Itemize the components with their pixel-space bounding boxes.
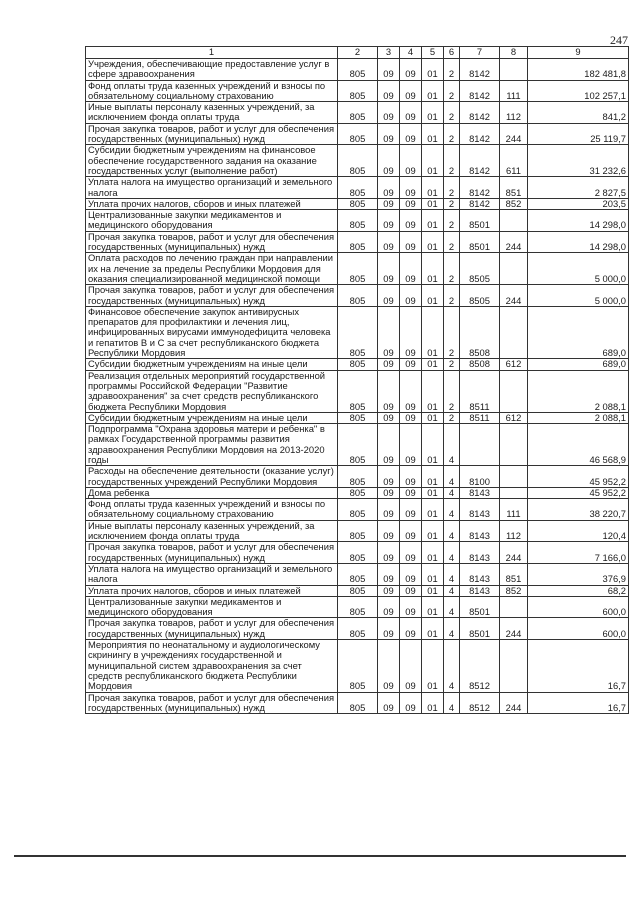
row-name: Оплата расходов по лечению граждан при направлении их на лечение за пределы Республики Мордовия для оказания специализированной медицинской помощи — [86, 253, 338, 285]
cell-code — [460, 424, 500, 466]
cell-code: 09 — [400, 618, 422, 640]
cell-code — [500, 370, 528, 412]
cell-amount: 38 220,7 — [528, 499, 629, 521]
cell-code: 805 — [338, 285, 378, 307]
row-name: Прочая закупка товаров, работ и услуг для обеспечения государственных (муниципальных) нужд — [86, 285, 338, 307]
cell-code: 805 — [338, 487, 378, 498]
cell-code: 244 — [500, 542, 528, 564]
cell-amount: 841,2 — [528, 102, 629, 124]
cell-code: 805 — [338, 123, 378, 145]
cell-code: 852 — [500, 198, 528, 209]
table-row — [86, 102, 629, 124]
cell-code: 09 — [378, 285, 400, 307]
cell-amount: 16,7 — [528, 692, 629, 714]
cell-code: 852 — [500, 585, 528, 596]
table-row — [86, 412, 629, 423]
cell-amount: 5 000,0 — [528, 285, 629, 307]
cell-amount: 689,0 — [528, 359, 629, 370]
cell-code: 09 — [378, 585, 400, 596]
cell-amount: 68,2 — [528, 585, 629, 596]
cell-amount: 45 952,2 — [528, 487, 629, 498]
column-header: 7 — [460, 47, 500, 59]
cell-code: 8505 — [460, 285, 500, 307]
cell-amount: 689,0 — [528, 306, 629, 358]
column-header: 9 — [528, 47, 629, 59]
cell-code: 8143 — [460, 542, 500, 564]
cell-code: 612 — [500, 412, 528, 423]
cell-code: 01 — [422, 177, 444, 199]
cell-code: 09 — [400, 412, 422, 423]
cell-code: 2 — [444, 359, 460, 370]
cell-code: 244 — [500, 692, 528, 714]
cell-code: 01 — [422, 692, 444, 714]
cell-code: 4 — [444, 466, 460, 488]
cell-code: 09 — [378, 306, 400, 358]
header-row — [86, 47, 629, 59]
cell-code: 2 — [444, 253, 460, 285]
cell-code: 244 — [500, 231, 528, 253]
cell-code: 09 — [400, 102, 422, 124]
cell-code: 805 — [338, 177, 378, 199]
table-row — [86, 210, 629, 232]
cell-code: 09 — [400, 145, 422, 177]
cell-code: 8501 — [460, 596, 500, 618]
cell-code: 09 — [378, 102, 400, 124]
table-row — [86, 596, 629, 618]
cell-code: 4 — [444, 585, 460, 596]
cell-code: 8512 — [460, 692, 500, 714]
table-row — [86, 640, 629, 692]
cell-code: 09 — [400, 123, 422, 145]
cell-amount: 16,7 — [528, 640, 629, 692]
cell-code: 09 — [378, 487, 400, 498]
cell-code: 09 — [400, 210, 422, 232]
cell-code: 09 — [400, 177, 422, 199]
cell-code: 09 — [400, 80, 422, 102]
cell-code: 4 — [444, 499, 460, 521]
cell-code: 805 — [338, 542, 378, 564]
cell-code: 805 — [338, 412, 378, 423]
cell-code: 8142 — [460, 102, 500, 124]
cell-code: 805 — [338, 306, 378, 358]
cell-code: 244 — [500, 618, 528, 640]
cell-code: 111 — [500, 499, 528, 521]
cell-code: 4 — [444, 618, 460, 640]
cell-code — [500, 424, 528, 466]
cell-code: 09 — [378, 80, 400, 102]
cell-code: 805 — [338, 563, 378, 585]
column-header: 6 — [444, 47, 460, 59]
cell-code: 805 — [338, 499, 378, 521]
cell-code: 09 — [378, 618, 400, 640]
cell-code: 2 — [444, 102, 460, 124]
cell-code: 4 — [444, 596, 460, 618]
budget-table — [85, 46, 629, 714]
cell-code: 09 — [400, 253, 422, 285]
cell-code: 612 — [500, 359, 528, 370]
cell-code: 09 — [378, 210, 400, 232]
row-name: Иные выплаты персоналу казенных учреждений, за исключением фонда оплаты труда — [86, 520, 338, 542]
cell-code: 01 — [422, 123, 444, 145]
cell-code: 2 — [444, 231, 460, 253]
cell-code — [500, 59, 528, 81]
cell-code: 2 — [444, 210, 460, 232]
cell-code: 805 — [338, 198, 378, 209]
cell-code: 8511 — [460, 370, 500, 412]
cell-code: 01 — [422, 253, 444, 285]
cell-code: 09 — [400, 370, 422, 412]
cell-amount: 46 568,9 — [528, 424, 629, 466]
cell-code: 09 — [378, 499, 400, 521]
table-row — [86, 585, 629, 596]
cell-code: 09 — [400, 306, 422, 358]
cell-amount: 14 298,0 — [528, 210, 629, 232]
cell-code: 01 — [422, 618, 444, 640]
cell-code: 09 — [400, 487, 422, 498]
cell-code: 8508 — [460, 359, 500, 370]
cell-code — [500, 210, 528, 232]
row-name: Прочая закупка товаров, работ и услуг для обеспечения государственных (муниципальных) нужд — [86, 231, 338, 253]
cell-code: 8501 — [460, 618, 500, 640]
cell-code: 851 — [500, 177, 528, 199]
table-row — [86, 520, 629, 542]
cell-code: 09 — [400, 59, 422, 81]
cell-code: 01 — [422, 210, 444, 232]
cell-code: 111 — [500, 80, 528, 102]
column-header: 3 — [378, 47, 400, 59]
row-name: Финансовое обеспечение закупок антивирусных препаратов для профилактики и лечения лиц, инфицированных вирусами иммунодефицита человека и гепатитов В и С за счет республиканского бюджета Республики Мордовия — [86, 306, 338, 358]
cell-code: 8143 — [460, 499, 500, 521]
cell-code: 09 — [378, 640, 400, 692]
table-row — [86, 59, 629, 81]
cell-code: 01 — [422, 285, 444, 307]
table-row — [86, 424, 629, 466]
cell-code: 01 — [422, 487, 444, 498]
cell-code: 805 — [338, 370, 378, 412]
cell-code: 8142 — [460, 80, 500, 102]
cell-code: 09 — [378, 198, 400, 209]
cell-code: 09 — [378, 177, 400, 199]
cell-code: 09 — [378, 123, 400, 145]
cell-code: 01 — [422, 596, 444, 618]
cell-code: 805 — [338, 80, 378, 102]
cell-code: 01 — [422, 80, 444, 102]
cell-code: 8512 — [460, 640, 500, 692]
cell-code: 8505 — [460, 253, 500, 285]
cell-code: 09 — [378, 145, 400, 177]
cell-code: 8143 — [460, 563, 500, 585]
cell-code: 09 — [400, 359, 422, 370]
row-name: Прочая закупка товаров, работ и услуг для обеспечения государственных (муниципальных) нужд — [86, 692, 338, 714]
cell-code: 01 — [422, 198, 444, 209]
cell-code: 8143 — [460, 585, 500, 596]
cell-code: 01 — [422, 466, 444, 488]
table-row — [86, 618, 629, 640]
cell-code: 01 — [422, 145, 444, 177]
table-row — [86, 80, 629, 102]
cell-code: 09 — [400, 542, 422, 564]
cell-code: 8143 — [460, 487, 500, 498]
row-name: Централизованные закупки медикаментов и медицинского оборудования — [86, 210, 338, 232]
table-row — [86, 499, 629, 521]
cell-code: 01 — [422, 370, 444, 412]
cell-code: 2 — [444, 412, 460, 423]
cell-code: 09 — [400, 285, 422, 307]
column-header: 8 — [500, 47, 528, 59]
cell-code: 09 — [378, 370, 400, 412]
cell-code: 4 — [444, 520, 460, 542]
cell-code: 4 — [444, 563, 460, 585]
cell-code: 2 — [444, 80, 460, 102]
row-name: Прочая закупка товаров, работ и услуг для обеспечения государственных (муниципальных) нужд — [86, 618, 338, 640]
cell-code: 01 — [422, 102, 444, 124]
column-header: 2 — [338, 47, 378, 59]
cell-code: 851 — [500, 563, 528, 585]
cell-code: 09 — [378, 520, 400, 542]
column-header: 4 — [400, 47, 422, 59]
cell-code: 09 — [378, 59, 400, 81]
cell-code — [500, 306, 528, 358]
cell-code: 805 — [338, 102, 378, 124]
row-name: Уплата налога на имущество организаций и земельного налога — [86, 563, 338, 585]
cell-code: 611 — [500, 145, 528, 177]
cell-code: 09 — [400, 499, 422, 521]
page-number: 247 — [610, 33, 628, 47]
cell-amount: 31 232,6 — [528, 145, 629, 177]
cell-amount: 600,0 — [528, 596, 629, 618]
cell-amount: 120,4 — [528, 520, 629, 542]
cell-code: 805 — [338, 466, 378, 488]
cell-code: 09 — [400, 692, 422, 714]
table-row — [86, 563, 629, 585]
cell-amount: 2 088,1 — [528, 370, 629, 412]
cell-code: 8501 — [460, 210, 500, 232]
cell-code: 01 — [422, 542, 444, 564]
cell-code: 2 — [444, 198, 460, 209]
cell-code: 2 — [444, 285, 460, 307]
cell-code: 8142 — [460, 123, 500, 145]
cell-code: 09 — [378, 466, 400, 488]
cell-code: 09 — [400, 424, 422, 466]
cell-code — [500, 253, 528, 285]
row-name: Дома ребенка — [86, 487, 338, 498]
cell-code: 805 — [338, 253, 378, 285]
cell-code: 8142 — [460, 145, 500, 177]
cell-code — [500, 487, 528, 498]
row-name: Фонд оплаты труда казенных учреждений и взносы по обязательному социальному страхованию — [86, 499, 338, 521]
cell-amount: 182 481,8 — [528, 59, 629, 81]
cell-code: 4 — [444, 542, 460, 564]
cell-code: 09 — [400, 466, 422, 488]
cell-amount: 7 166,0 — [528, 542, 629, 564]
table-row — [86, 487, 629, 498]
cell-code: 805 — [338, 640, 378, 692]
row-name: Уплата налога на имущество организаций и земельного налога — [86, 177, 338, 199]
cell-code: 01 — [422, 585, 444, 596]
cell-amount: 5 000,0 — [528, 253, 629, 285]
row-name: Прочая закупка товаров, работ и услуг для обеспечения государственных (муниципальных) нужд — [86, 123, 338, 145]
cell-code: 4 — [444, 640, 460, 692]
row-name: Уплата прочих налогов, сборов и иных платежей — [86, 585, 338, 596]
table-row — [86, 359, 629, 370]
cell-code: 01 — [422, 59, 444, 81]
cell-code: 112 — [500, 520, 528, 542]
cell-code: 805 — [338, 145, 378, 177]
cell-code: 09 — [378, 412, 400, 423]
cell-code: 01 — [422, 424, 444, 466]
row-name: Мероприятия по неонатальному и аудиологическому скринингу в учреждениях государственной и муниципальной систем здравоохранения за счет средств республиканского бюджета Республики Мордовия — [86, 640, 338, 692]
cell-code — [500, 596, 528, 618]
cell-code: 244 — [500, 123, 528, 145]
cell-code: 8501 — [460, 231, 500, 253]
cell-code: 09 — [400, 520, 422, 542]
cell-code — [500, 466, 528, 488]
cell-code: 01 — [422, 306, 444, 358]
cell-code: 8511 — [460, 412, 500, 423]
cell-code: 09 — [378, 596, 400, 618]
cell-code: 09 — [400, 640, 422, 692]
cell-code: 2 — [444, 306, 460, 358]
cell-code: 01 — [422, 231, 444, 253]
cell-amount: 203,5 — [528, 198, 629, 209]
cell-code: 01 — [422, 563, 444, 585]
cell-code: 8142 — [460, 177, 500, 199]
row-name: Субсидии бюджетным учреждениям на иные цели — [86, 412, 338, 423]
cell-amount: 2 088,1 — [528, 412, 629, 423]
cell-amount: 600,0 — [528, 618, 629, 640]
cell-code: 244 — [500, 285, 528, 307]
cell-code: 8142 — [460, 198, 500, 209]
cell-code: 805 — [338, 424, 378, 466]
cell-code: 805 — [338, 59, 378, 81]
table-row — [86, 542, 629, 564]
cell-code: 09 — [378, 359, 400, 370]
cell-code: 2 — [444, 59, 460, 81]
cell-code: 09 — [378, 424, 400, 466]
cell-code: 8100 — [460, 466, 500, 488]
cell-code: 4 — [444, 487, 460, 498]
cell-code: 09 — [378, 563, 400, 585]
table-row — [86, 177, 629, 199]
cell-code: 805 — [338, 618, 378, 640]
row-name: Подпрограмма "Охрана здоровья матери и ребенка" в рамках Государственной программы развития здравоохранения Республики Мордовия на 2013-2020 годы — [86, 424, 338, 466]
cell-amount: 14 298,0 — [528, 231, 629, 253]
bottom-rule — [14, 855, 626, 857]
cell-amount: 25 119,7 — [528, 123, 629, 145]
cell-code: 805 — [338, 585, 378, 596]
cell-code: 805 — [338, 596, 378, 618]
cell-code: 805 — [338, 692, 378, 714]
row-name: Учреждения, обеспечивающие предоставление услуг в сфере здравоохранения — [86, 59, 338, 81]
row-name: Иные выплаты персоналу казенных учреждений, за исключением фонда оплаты труда — [86, 102, 338, 124]
cell-code: 09 — [400, 585, 422, 596]
cell-code: 8143 — [460, 520, 500, 542]
row-name: Фонд оплаты труда казенных учреждений и взносы по обязательному социальному страхованию — [86, 80, 338, 102]
cell-code: 09 — [378, 231, 400, 253]
cell-code: 09 — [400, 596, 422, 618]
cell-code: 4 — [444, 692, 460, 714]
cell-code: 2 — [444, 123, 460, 145]
cell-amount: 45 952,2 — [528, 466, 629, 488]
table-row — [86, 692, 629, 714]
row-name: Прочая закупка товаров, работ и услуг для обеспечения государственных (муниципальных) нужд — [86, 542, 338, 564]
row-name: Уплата прочих налогов, сборов и иных платежей — [86, 198, 338, 209]
table-row — [86, 198, 629, 209]
cell-amount: 376,9 — [528, 563, 629, 585]
table-row — [86, 253, 629, 285]
cell-amount: 2 827,5 — [528, 177, 629, 199]
column-header: 1 — [86, 47, 338, 59]
cell-code: 2 — [444, 177, 460, 199]
row-name: Реализация отдельных мероприятий государственной программы Российской Федерации "Развитие здравоохранения" за счет средств республиканского бюджета Республики Мордовия — [86, 370, 338, 412]
cell-code: 01 — [422, 499, 444, 521]
table-body — [86, 59, 629, 714]
cell-code: 01 — [422, 640, 444, 692]
cell-code — [500, 640, 528, 692]
table-row — [86, 145, 629, 177]
table-row — [86, 466, 629, 488]
cell-code: 09 — [378, 692, 400, 714]
cell-code: 2 — [444, 145, 460, 177]
column-header: 5 — [422, 47, 444, 59]
cell-code: 09 — [400, 563, 422, 585]
cell-code: 2 — [444, 370, 460, 412]
cell-code: 09 — [378, 542, 400, 564]
cell-code: 805 — [338, 359, 378, 370]
table-row — [86, 123, 629, 145]
row-name: Субсидии бюджетным учреждениям на иные цели — [86, 359, 338, 370]
table-row — [86, 306, 629, 358]
cell-code: 09 — [378, 253, 400, 285]
cell-code: 8142 — [460, 59, 500, 81]
cell-code: 112 — [500, 102, 528, 124]
cell-code: 805 — [338, 210, 378, 232]
row-name: Субсидии бюджетным учреждениям на финансовое обеспечение государственного задания на оказание государственных услуг (выполнение работ) — [86, 145, 338, 177]
cell-code: 01 — [422, 412, 444, 423]
cell-code: 805 — [338, 520, 378, 542]
table-row — [86, 285, 629, 307]
cell-code: 4 — [444, 424, 460, 466]
row-name: Расходы на обеспечение деятельности (оказание услуг) государственных учреждений Республики Мордовия — [86, 466, 338, 488]
cell-code: 8508 — [460, 306, 500, 358]
table-row — [86, 370, 629, 412]
cell-code: 09 — [400, 231, 422, 253]
table-row — [86, 231, 629, 253]
cell-amount: 102 257,1 — [528, 80, 629, 102]
cell-code: 01 — [422, 359, 444, 370]
cell-code: 09 — [400, 198, 422, 209]
cell-code: 01 — [422, 520, 444, 542]
cell-code: 805 — [338, 231, 378, 253]
row-name: Централизованные закупки медикаментов и медицинского оборудования — [86, 596, 338, 618]
